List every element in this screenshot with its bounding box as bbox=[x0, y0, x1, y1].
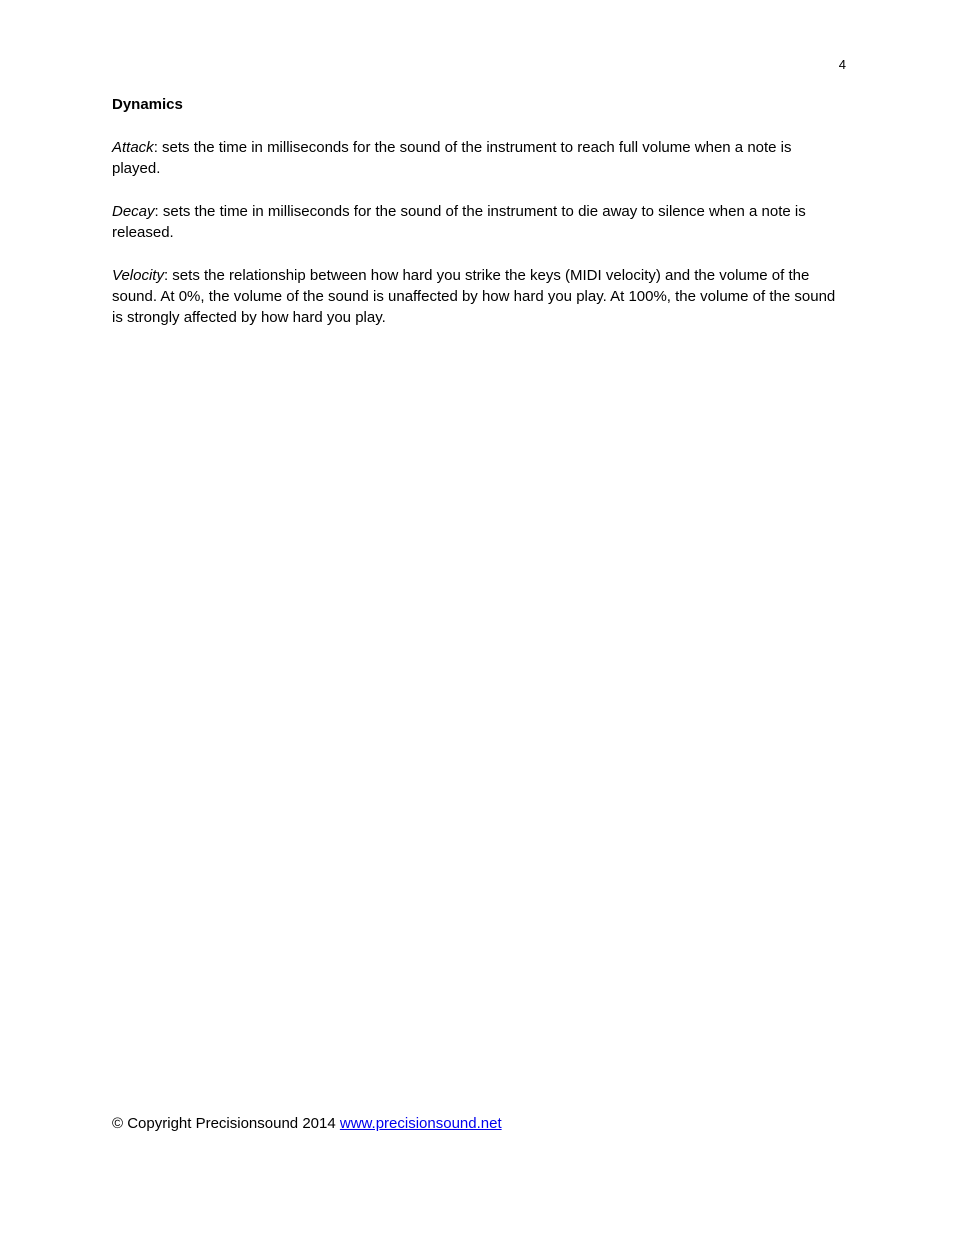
term-attack: Attack bbox=[112, 139, 154, 156]
copyright-text: © Copyright Precisionsound 2014 bbox=[112, 1115, 336, 1132]
website-link[interactable]: www.precisionsound.net bbox=[339, 1115, 502, 1132]
definition-decay: : sets the time in milliseconds for the sound of the instrument to die away to silence when a note is released. bbox=[112, 203, 806, 241]
document-body bbox=[112, 94, 842, 350]
term-decay: Decay bbox=[112, 203, 155, 220]
paragraph-decay bbox=[112, 201, 842, 243]
definition-velocity: : sets the relationship between how hard you strike the keys (MIDI velocity) and the volume of the sound. At 0%, the volume of the sound is unaffected by how hard you play. At 100%, the volume of the sound is strongly affected by how hard you play. bbox=[112, 267, 836, 326]
page-number: 4 bbox=[838, 57, 846, 72]
term-velocity: Velocity bbox=[112, 267, 164, 284]
section-heading: Dynamics bbox=[112, 96, 183, 113]
definition-attack: : sets the time in milliseconds for the sound of the instrument to reach full volume when a note is played. bbox=[112, 139, 792, 177]
paragraph-attack bbox=[112, 137, 842, 179]
paragraph-velocity bbox=[112, 265, 842, 328]
footer bbox=[112, 1113, 842, 1134]
